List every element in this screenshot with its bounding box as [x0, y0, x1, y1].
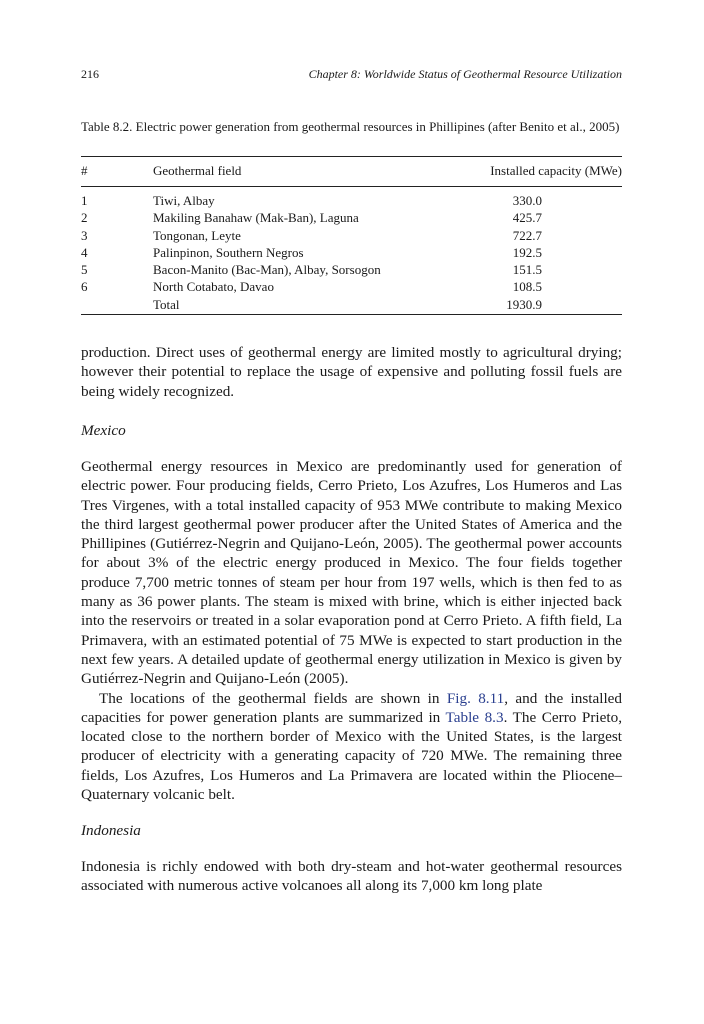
row-number: 4 [81, 244, 88, 260]
col-header-capacity: Installed capacity (MWe) [490, 163, 622, 178]
row-capacity: 151.5 [512, 262, 542, 278]
row-field: North Cotabato, Davao [153, 279, 274, 295]
indonesia-paragraph-1: Indonesia is richly endowed with both dry-steam and hot-water geothermal resources associated with numerous active volcanoes all along its 7,000 km long plate [81, 858, 622, 895]
row-capacity: 722.7 [512, 227, 542, 243]
table-bottom-rule [81, 314, 622, 315]
col-header-number: # [81, 163, 88, 178]
intro-paragraph [81, 343, 622, 401]
fig-8-11-link[interactable]: Fig. 8.11 [446, 689, 505, 707]
section-heading-indonesia: Indonesia [81, 822, 141, 839]
row-capacity: 192.5 [512, 244, 542, 260]
row-number: 3 [81, 227, 88, 243]
mexico-p2-text-2: , and the installed capacities for power generation plants are summarized in [81, 689, 622, 726]
mexico-paragraph-2 [81, 689, 622, 805]
table-row [81, 261, 622, 278]
table-row [81, 227, 622, 244]
table-row [81, 244, 622, 261]
col-header-field: Geothermal field [153, 163, 242, 178]
row-field: Tongonan, Leyte [153, 227, 241, 243]
page-number: 216 [81, 67, 99, 81]
row-capacity: 1930.9 [506, 296, 542, 312]
row-field: Makiling Banahaw (Mak-Ban), Laguna [153, 210, 359, 226]
table-row [81, 192, 622, 209]
running-header [81, 67, 622, 85]
table-row [81, 209, 622, 226]
row-field: Total [153, 296, 180, 312]
table-caption: Table 8.2. Electric power generation from geothermal resources in Phillipines (after Benito et al., 2005) [81, 119, 620, 134]
row-number: 1 [81, 193, 88, 208]
row-field: Bacon-Manito (Bac-Man), Albay, Sorsogon [153, 262, 381, 278]
row-field: Tiwi, Albay [153, 193, 215, 208]
mexico-paragraph-1: Geothermal energy resources in Mexico are predominantly used for generation of electric power. Four producing fields, Cerro Prieto, Los Azufres, Los Humeros and Las Tres Virgenes, with a total installed capacity of 953 MWe contribute to making Mexico the third largest geothermal power producer after the United States of America and the Phillipines (Gutiérrez-Negrin and Quijano-León, 2005). The geothermal power accounts for about 3% of the electric energy produced in Mexico. The four fields together produce 7,700 metric tonnes of steam per hour from 197 wells, which is then fed to as many as 36 power plants. The steam is mixed with brine, which is either injected back into the reservoirs or treated in a solar evaporation pond at Cerro Prieto. A fifth field, La Primavera, with an estimated potential of 75 MWe is expected to start production in the next few years. A detailed update of geothermal energy utilization in Mexico is given by Gutiérrez-Negrin and Quijano-León (2005). [81, 458, 622, 688]
mexico-p2-text-3: . The Cerro Prieto, located close to the northern border of Mexico with the United States, is the largest producer of electricity with a generating capacity of 720 MWe. The remaining three fields, Los Azufres, Los Humeros and La Primavera are located within the Pliocene–Quaternary volcanic belt. [81, 708, 622, 804]
chapter-title: Chapter 8: Worldwide Status of Geothermal Resource Utilization [308, 67, 622, 81]
table-top-rule [81, 156, 622, 157]
row-number: 5 [81, 262, 88, 278]
row-number: 2 [81, 210, 88, 226]
row-field: Palinpinon, Southern Negros [153, 244, 304, 260]
table-row [81, 296, 622, 313]
table-row [81, 278, 622, 295]
mexico-section [81, 457, 622, 804]
indonesia-section [81, 857, 622, 896]
row-capacity: 425.7 [512, 210, 542, 226]
intro-text: production. Direct uses of geothermal energy are limited mostly to agricultural drying; however their potential to replace the usage of expensive and polluting fossil fuels are being widely recognized. [81, 344, 622, 400]
table-header-row [81, 163, 622, 181]
table-body [81, 192, 622, 313]
row-capacity: 330.0 [512, 193, 542, 208]
row-number: 6 [81, 279, 88, 295]
mexico-p2-text-1: The locations of the geothermal fields are shown in [99, 689, 447, 707]
table-8-3-link[interactable]: Table 8.3 [445, 708, 504, 726]
section-heading-mexico: Mexico [81, 422, 126, 439]
table-header-rule [81, 186, 622, 187]
row-capacity: 108.5 [512, 279, 542, 295]
